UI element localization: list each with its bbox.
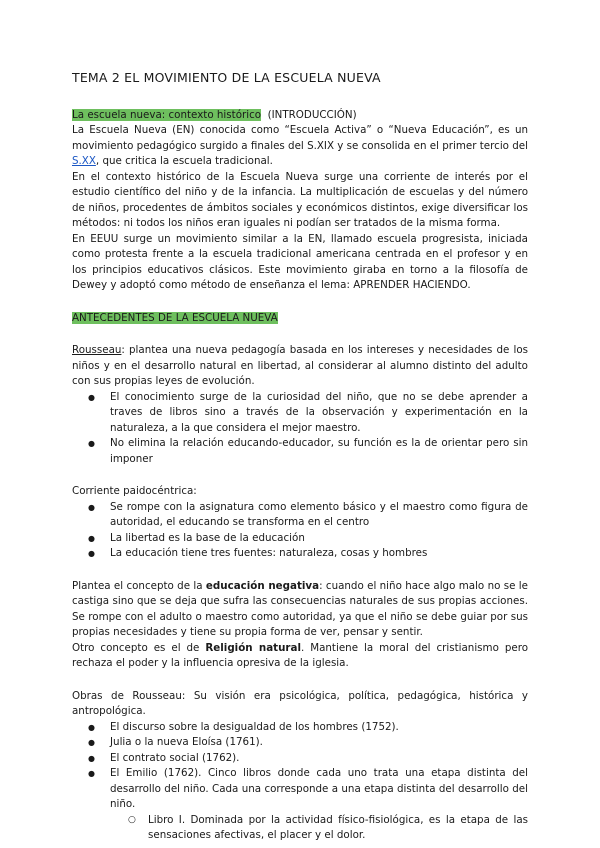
religion-natural-term: Religión natural <box>205 641 301 654</box>
religion-natural-paragraph <box>72 641 528 672</box>
educacion-negativa-term: educación negativa <box>205 579 320 592</box>
list-item: ● Se rompe con la asignatura como elemento básico y el maestro como figura de autoridad, el educando se transforma en el centro <box>110 500 528 531</box>
emilio-text: El Emilio (1762). Cinco libros donde cada uno trata una etapa distinta del desarrollo del niño. Cada una corresponde a una etapa distinta del desarrollo del niño. <box>110 767 528 810</box>
intro-heading: La escuela nueva: contexto histórico <box>72 108 262 121</box>
list-item: ● No elimina la relación educando-educador, su función es la de orientar pero sin imponer <box>110 436 528 467</box>
list-item: ● La educación tiene tres fuentes: naturaleza, cosas y hombres <box>110 546 528 562</box>
neg-text-a: Plantea el concepto de la <box>72 579 206 592</box>
rel-text-a: Otro concepto es el de <box>72 641 206 654</box>
intro-paragraph-3: En EEUU surge un movimiento similar a la EN, llamado escuela progresista, iniciada como protesta frente a la escuela tradicional americana centrada en el profesor y en los principios educativos clásicos. Este movimiento giraba en torno a la filosofía de Dewey y adoptó como método de enseñanza el lema: APRENDER HACIENDO. <box>72 232 528 291</box>
rousseau-text: : plantea una nueva pedagogía basada en los intereses y necesidades de los niños y en el desarrollo natural en libertad, al considerar al alumno distinto del adulto con sus propias leyes de evolución. <box>72 344 528 387</box>
rousseau-label: Rousseau <box>72 344 122 356</box>
intro-heading-note: (INTRODUCCIÓN) <box>267 108 357 121</box>
list-item <box>110 766 528 844</box>
intro-p1-text-a: La Escuela Nueva (EN) conocida como “Escuela Activa” o “Nueva Educación”, es un movimiento pedagógico surgido a finales del S.XIX y se consolida en el primer tercio del <box>72 124 528 152</box>
sub-list-item: ○ Libro I. Dominada por la actividad físico-fisiológica, es la etapa de las sensaciones afectivas, el placer y el dolor. <box>148 813 528 844</box>
list-item: ● La libertad es la base de la educación <box>110 531 528 547</box>
neg-text-b: : cuando el niño hace algo malo no se le castiga sino que se deja que sufra las consecuencias naturales de sus propias acciones. Se rompe con el adulto o maestro como autoridad, ya que el niño se debe guiar por sus propias necesidades y tiene su propia forma de ver, pensar y sentir. <box>72 579 528 638</box>
list-item: ● El discurso sobre la desigualdad de los hombres (1752). <box>110 720 528 736</box>
sxx-link[interactable]: S.XX <box>72 155 96 167</box>
list-item: ● El conocimiento surge de la curiosidad del niño, que no se debe aprender a traves de libros sino a través de la observación y experimentación en la naturaleza, a la que considera el mejor maestro. <box>110 390 528 437</box>
emilio-sublist <box>110 813 528 844</box>
corriente-label: Corriente paidocéntrica: <box>72 485 197 497</box>
rousseau-bullet-list <box>72 390 528 468</box>
rousseau-paragraph <box>72 343 528 390</box>
corriente-bullet-list <box>72 500 528 562</box>
antecedentes-heading-line <box>72 311 528 327</box>
intro-paragraph-1 <box>72 123 528 170</box>
list-item: ● El contrato social (1762). <box>110 751 528 767</box>
obras-intro: Obras de Rousseau: Su visión era psicológica, política, pedagógica, histórica y antropológica. <box>72 689 528 717</box>
list-item: ● Julia o la nueva Eloísa (1761). <box>110 735 528 751</box>
educacion-negativa-paragraph <box>72 579 528 641</box>
intro-heading-line <box>72 108 528 124</box>
document-title: TEMA 2 EL MOVIMIENTO DE LA ESCUELA NUEVA <box>72 70 381 85</box>
rel-text-b: . Mantiene la moral del cristianismo pero rechaza el poder y la influencia opresiva de la iglesia. <box>72 641 529 669</box>
intro-paragraph-2: En el contexto histórico de la Escuela Nueva surge una corriente de interés por el estudio científico del niño y de la infancia. La multiplicación de escuelas y del número de niños, procedentes de ámbitos sociales y económicos distintos, exige diversificar los métodos: ni todos los niños eran iguales ni podían ser tratados de la misma forma. <box>72 170 528 229</box>
antecedentes-heading: ANTECEDENTES DE LA ESCUELA NUEVA <box>72 311 278 324</box>
intro-p1-text-b: , que critica la escuela tradicional. <box>95 155 273 167</box>
obras-list <box>72 720 528 844</box>
